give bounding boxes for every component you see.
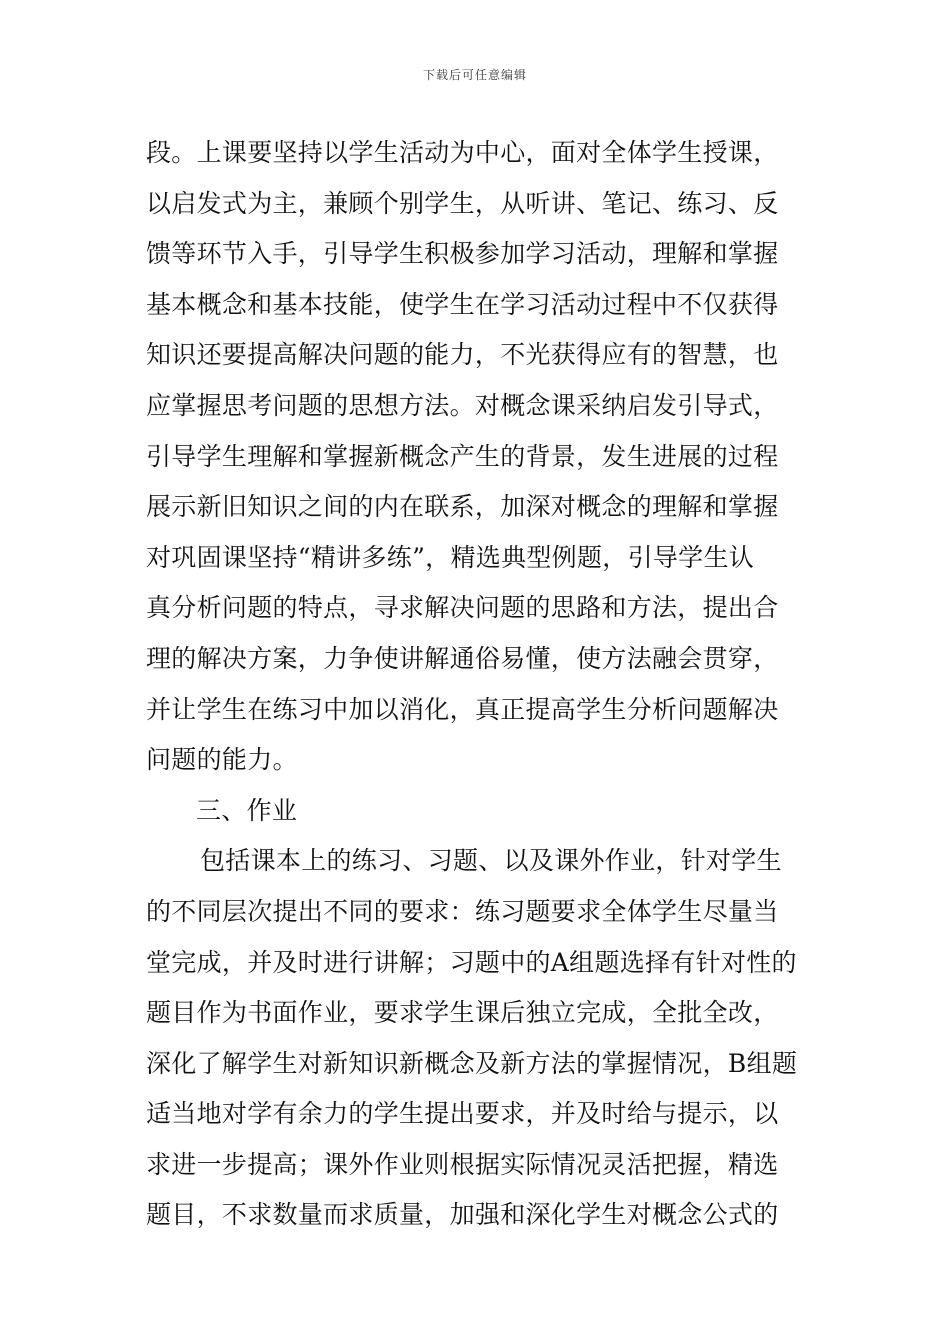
- text-line: 段。上课要坚持以学生活动为中心，面对全体学生授课，: [146, 138, 779, 167]
- text-line: 适当地对学有余力的学生提出要求，并及时给与提示，以: [146, 1099, 779, 1129]
- text-line: 堂完成，并及时进行讲解；习题中的A组题选择有针对性的: [146, 947, 797, 977]
- text-line: 并让学生在练习中加以消化，真正提高学生分析问题解决: [146, 694, 779, 724]
- text-line: 对巩固课坚持“精讲多练”，精选典型例题，引导学生认: [146, 542, 755, 572]
- text-line: 真分析问题的特点，寻求解决问题的思路和方法，提出合: [146, 593, 779, 623]
- text-line: 问题的能力。: [146, 745, 298, 775]
- section-heading: 三、作业: [196, 795, 298, 825]
- page-header-note: 下载后可任意编辑: [422, 68, 527, 82]
- text-line: 求进一步提高；课外作业则根据实际情况灵活把握，精选: [146, 1149, 779, 1179]
- text-line: 题目，不求数量而求质量，加强和深化学生对概念公式的: [146, 1200, 779, 1230]
- text-line: 题目作为书面作业，要求学生课后独立完成，全批全改，: [146, 998, 779, 1028]
- text-line: 深化了解学生对新知识新概念及新方法的掌握情况，B组题: [146, 1048, 798, 1078]
- text-line: 引导学生理解和掌握新概念产生的背景，发生进展的过程: [146, 441, 779, 471]
- text-line: 包括课本上的练习、习题、以及课外作业，针对学生: [200, 846, 782, 876]
- text-line: 知识还要提高解决问题的能力，不光获得应有的智慧，也: [146, 340, 779, 370]
- text-line: 展示新旧知识之间的内在联系，加深对概念的理解和掌握: [146, 492, 779, 522]
- text-line: 以启发式为主，兼顾个别学生，从听讲、笔记、练习、反: [146, 188, 779, 218]
- text-line: 的不同层次提出不同的要求：练习题要求全体学生尽量当: [146, 896, 779, 926]
- text-line: 馈等环节入手，引导学生积极参加学习活动，理解和掌握: [146, 239, 779, 269]
- text-line: 基本概念和基本技能，使学生在学习活动过程中不仅获得: [146, 289, 779, 319]
- text-line: 应掌握思考问题的思想方法。对概念课采纳启发引导式，: [146, 390, 779, 420]
- text-line: 理的解决方案，力争使讲解通俗易懂，使方法融会贯穿，: [146, 643, 779, 673]
- body-text: [146, 128, 812, 1241]
